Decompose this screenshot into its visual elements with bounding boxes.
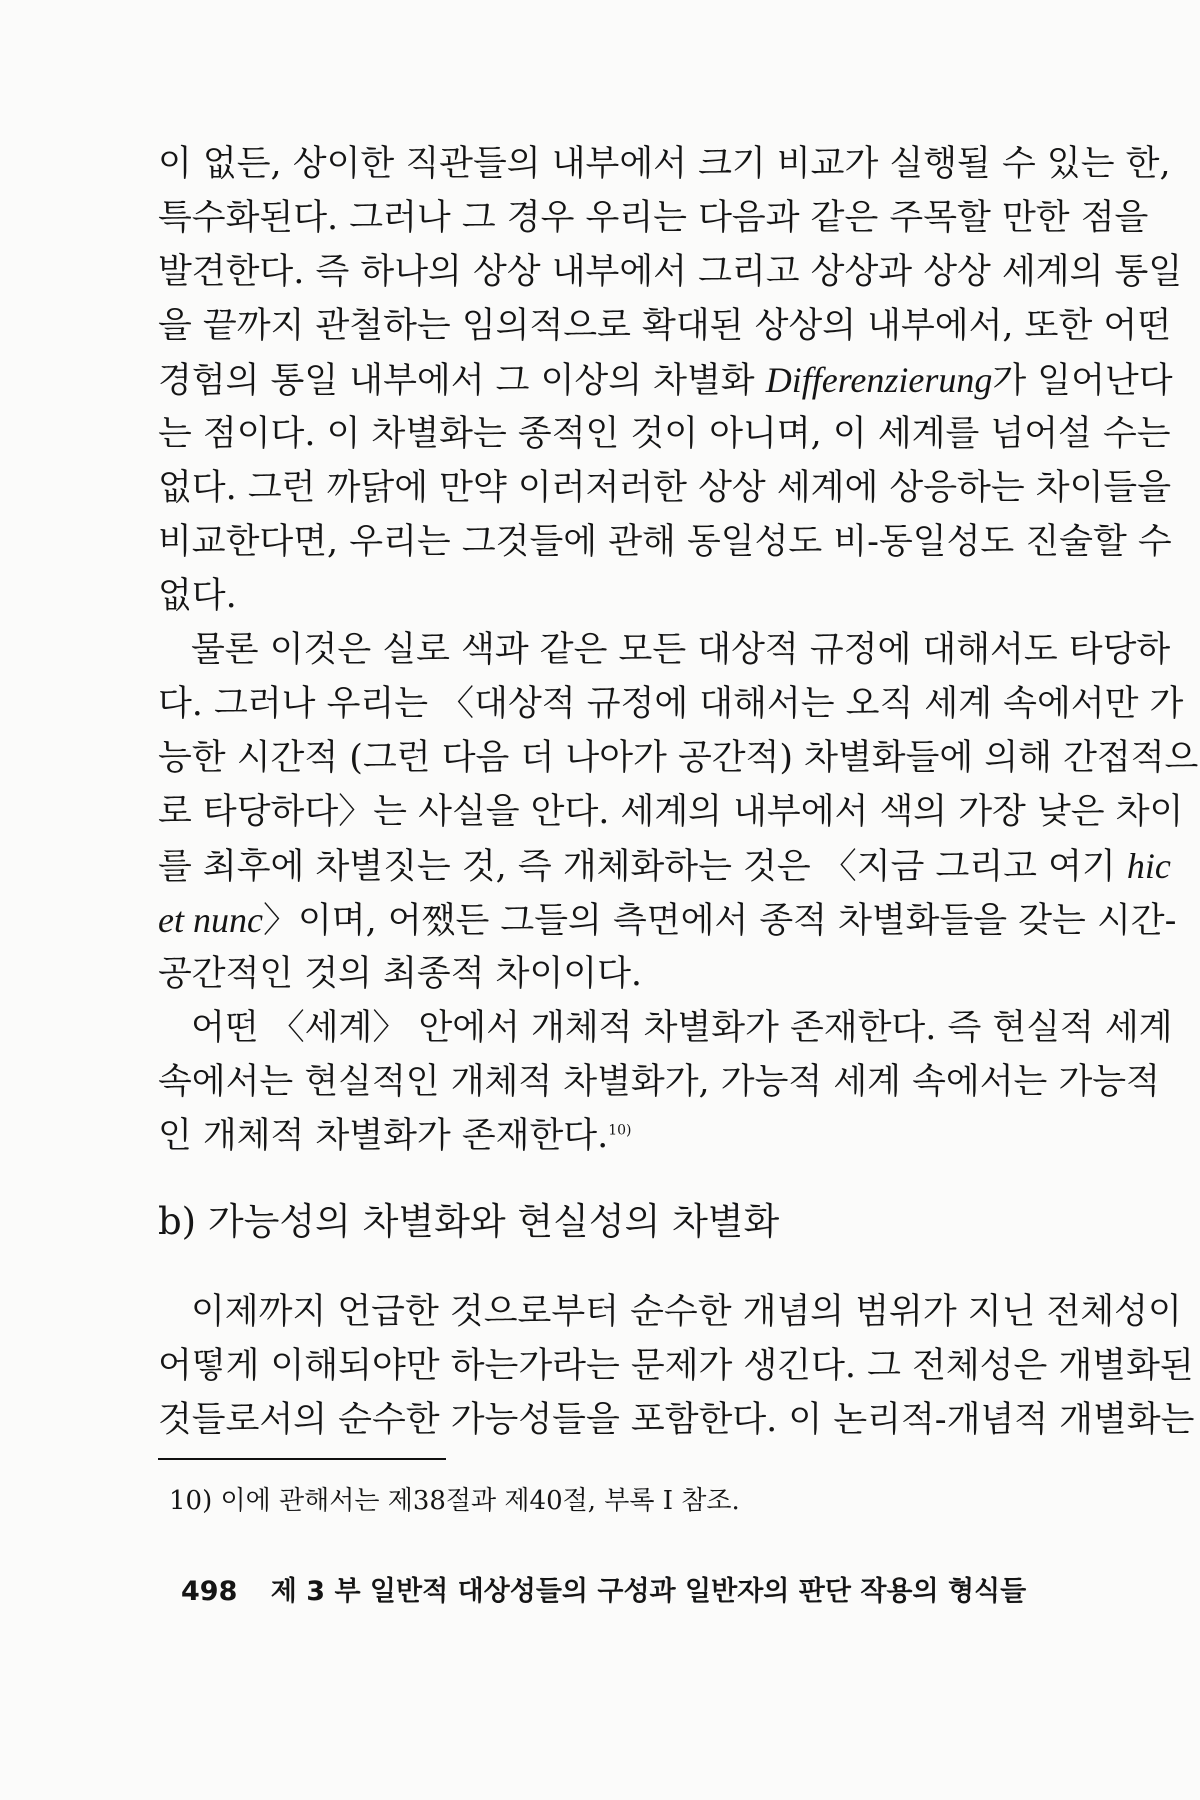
section-gap	[158, 1257, 1051, 1285]
text-line: 는 점이다. 이 차별화는 종적인 것이 아니며, 이 세계를 넘어설 수는	[158, 414, 1171, 454]
text-line: 없다. 그런 까닭에 만약 이러저러한 상상 세계에 상응하는 차이들을	[158, 468, 1172, 508]
line-part: 가 일어난다	[992, 361, 1173, 401]
line-part: 인 개체적 차별화가 존재한다.	[158, 1116, 609, 1156]
footnote-marker: 10)	[608, 1122, 632, 1139]
text-line	[158, 353, 1173, 407]
text-line: 없다.	[158, 576, 237, 616]
text-line: 비교한다면, 우리는 그것들에 관해 동일성도 비-동일성도 진술할 수	[158, 522, 1172, 562]
text-line: 특수화된다. 그러나 그 경우 우리는 다음과 같은 주목할 만한 점을	[158, 198, 1149, 238]
text-line: 공간적인 것의 최종적 차이이다.	[158, 954, 643, 994]
text-line	[158, 1109, 1051, 1163]
line-part: 경험의 통일 내부에서 그 이상의 차별화	[158, 361, 766, 401]
text-line: 다. 그러나 우리는 〈대상적 규정에 대해서는 오직 세계 속에서만 가	[158, 684, 1184, 724]
text-line: 어떻게 이해되야만 하는가라는 문제가 생긴다. 그 전체성은 개별화된	[158, 1346, 1194, 1386]
latin-term: hic	[1126, 846, 1171, 886]
footnote: 10) 이에 관해서는 제38절과 제40절, 부록 I 참조.	[169, 1486, 740, 1516]
main-text	[158, 137, 1199, 1447]
text-line: 발견한다. 즉 하나의 상상 내부에서 그리고 상상과 상상 세계의 통일	[158, 252, 1183, 292]
paragraph-start: 어떤 〈세계〉 안에서 개체적 차별화가 존재한다. 즉 현실적 세계	[191, 1008, 1173, 1048]
german-term: Differenzierung	[765, 360, 993, 400]
text-line: 것들로서의 순수한 가능성들을 포함한다. 이 논리적-개념적 개별화는	[158, 1400, 1195, 1440]
page-number: 498	[181, 1576, 238, 1607]
text-line: 속에서는 현실적인 개체적 차별화가, 가능적 세계 속에서는 가능적	[158, 1062, 1160, 1102]
text-line: 을 끝까지 관철하는 임의적으로 확대된 상상의 내부에서, 또한 어떤	[158, 306, 1172, 346]
line-part: 〉이며, 어쨌든 그들의 측면에서 종적 차별화들을 갖는 시간-	[262, 901, 1177, 941]
text-line: 능한 시간적 (그런 다음 더 나아가 공간적) 차별화들에 의해 간접적으	[158, 738, 1199, 778]
section-heading: b) 가능성의 차별화와 현실성의 차별화	[158, 1200, 780, 1243]
footnote-rule	[158, 1458, 446, 1460]
line-part: 를 최후에 차별짓는 것, 즉 개체화하는 것은 〈지금 그리고 여기	[158, 847, 1127, 887]
running-title: 제 3 부 일반적 대상성들의 구성과 일반자의 판단 작용의 형식들	[270, 1576, 1027, 1607]
page-footer	[181, 1570, 1026, 1614]
text-line	[158, 839, 1171, 893]
paragraph-start: 물론 이것은 실로 색과 같은 모든 대상적 규정에 대해서도 타당하	[191, 630, 1171, 670]
latin-term: et nunc	[158, 900, 263, 940]
paragraph-start: 이제까지 언급한 것으로부터 순수한 개념의 범위가 지닌 전체성이	[191, 1292, 1182, 1332]
text-line	[158, 893, 1177, 947]
text-line: 이 없든, 상이한 직관들의 내부에서 크기 비교가 실행될 수 있는 한,	[158, 144, 1171, 184]
text-line: 로 타당하다〉는 사실을 안다. 세계의 내부에서 색의 가장 낮은 차이	[158, 792, 1184, 832]
section-gap	[158, 1163, 1051, 1187]
